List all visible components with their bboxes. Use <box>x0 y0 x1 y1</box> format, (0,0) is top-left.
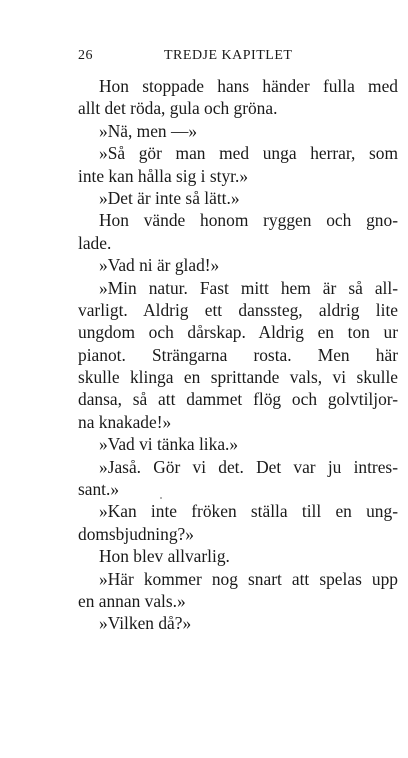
text-line: »Här kommer nog snart att spelas upp <box>99 568 398 589</box>
text-line: na knakade!» <box>78 411 172 432</box>
text-line: varligt. Aldrig ett danssteg, aldrig lite <box>78 299 398 320</box>
text-line: Hon vände honom ryggen och gno- <box>99 210 398 231</box>
print-speck <box>160 497 162 499</box>
chapter-title: TREDJE KAPITLET <box>164 48 293 63</box>
text-line: inte kan hålla sig i styr.» <box>78 165 249 186</box>
text-line: »Kan inte fröken ställa till en ung- <box>99 501 398 522</box>
text-line: lade. <box>78 232 112 253</box>
text-line: »Nä, men —» <box>99 120 198 141</box>
text-line: skulle klinga en sprittande vals, vi skulle <box>78 367 398 388</box>
text-line: ungdom och dårskap. Aldrig en ton ur <box>78 322 398 343</box>
text-line: »Det är inte så lätt.» <box>99 187 240 208</box>
body-text <box>78 75 398 635</box>
text-line: en annan vals.» <box>78 590 186 611</box>
text-line: »Vilken då?» <box>99 613 192 634</box>
text-line: dansa, så att dammet flög och golvtiljor- <box>78 389 398 410</box>
text-line: »Så gör man med unga herrar, som <box>99 143 398 164</box>
running-head <box>78 48 398 68</box>
text-line: »Vad ni är glad!» <box>99 255 220 276</box>
text-line: sant.» <box>78 479 120 500</box>
text-line: Hon stoppade hans händer fulla med <box>99 76 398 96</box>
text-line: allt det röda, gula och gröna. <box>78 98 278 119</box>
text-line: domsbjudning?» <box>78 523 194 544</box>
text-line: »Jaså. Gör vi det. Det var ju intres- <box>99 456 398 477</box>
text-line: »Vad vi tänka lika.» <box>99 434 239 455</box>
page-number: 26 <box>78 48 93 63</box>
text-line: pianot. Strängarna rosta. Men här <box>78 344 398 365</box>
text-line: Hon blev allvarlig. <box>99 546 230 567</box>
text-line: »Min natur. Fast mitt hem är så all- <box>99 277 398 298</box>
